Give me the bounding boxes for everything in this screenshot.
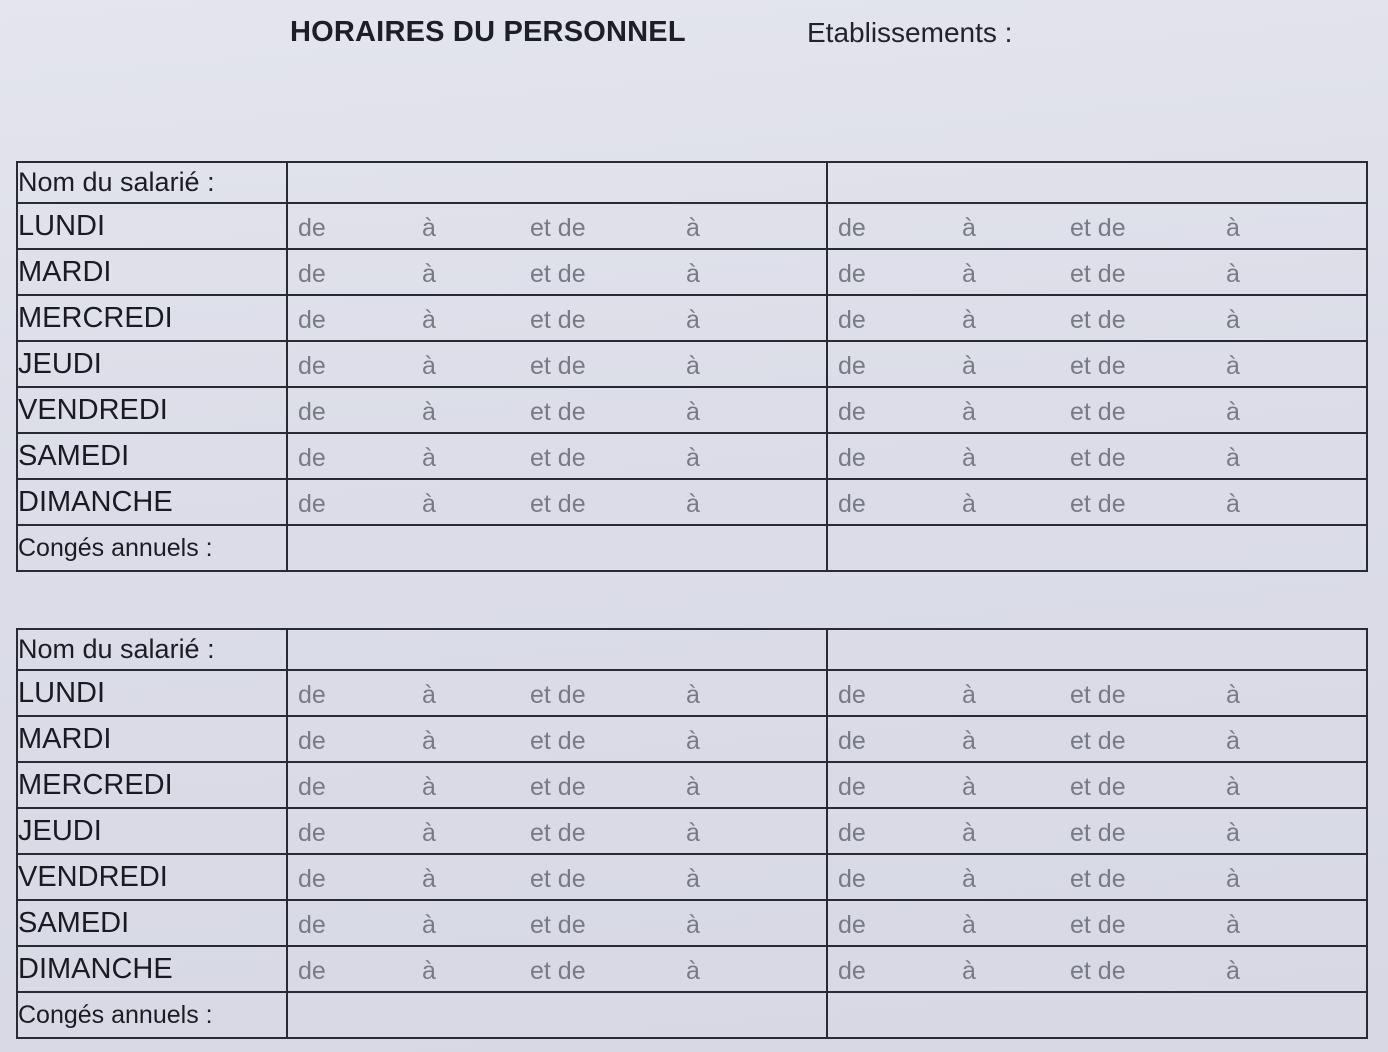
slot-from-label: de — [298, 490, 326, 518]
day-row — [17, 433, 1367, 479]
slot-to-label: à — [962, 727, 976, 755]
employee-name-row — [17, 629, 1367, 670]
slot-to-label-2: à — [1226, 957, 1240, 985]
slot-and-from-label: et de — [1070, 352, 1126, 380]
slot-to-label-2: à — [686, 306, 700, 334]
page-title: HORAIRES DU PERSONNEL — [290, 16, 686, 48]
schedule-table-1 — [16, 161, 1368, 572]
slot-from-label: de — [298, 306, 326, 334]
slot-from-label: de — [298, 727, 326, 755]
slot-to-label-2: à — [1226, 306, 1240, 334]
time-slot-left[interactable] — [287, 670, 827, 716]
slot-to-label: à — [962, 352, 976, 380]
slot-to-label-2: à — [1226, 681, 1240, 709]
slot-from-label: de — [298, 214, 326, 242]
annual-leave-field-right[interactable] — [827, 992, 1367, 1038]
slot-to-label: à — [422, 957, 436, 985]
day-label: SAMEDI — [17, 900, 287, 946]
slot-to-label: à — [962, 490, 976, 518]
slot-and-from-label: et de — [1070, 681, 1126, 709]
time-slot-right[interactable] — [827, 762, 1367, 808]
slot-to-label: à — [962, 306, 976, 334]
day-label: SAMEDI — [17, 433, 287, 479]
annual-leave-field-right[interactable] — [827, 525, 1367, 571]
time-slot-left[interactable] — [287, 479, 827, 525]
slot-and-from-label: et de — [1070, 957, 1126, 985]
slot-to-label: à — [422, 398, 436, 426]
slot-to-label-2: à — [686, 260, 700, 288]
slot-and-from-label: et de — [530, 444, 586, 472]
slot-and-from-label: et de — [530, 352, 586, 380]
day-row — [17, 946, 1367, 992]
slot-and-from-label: et de — [1070, 727, 1126, 755]
day-row — [17, 716, 1367, 762]
time-slot-left[interactable] — [287, 203, 827, 249]
time-slot-right[interactable] — [827, 946, 1367, 992]
slot-to-label: à — [962, 819, 976, 847]
day-row — [17, 295, 1367, 341]
slot-to-label-2: à — [686, 819, 700, 847]
slot-to-label-2: à — [1226, 819, 1240, 847]
time-slot-right[interactable] — [827, 808, 1367, 854]
slot-from-label: de — [298, 260, 326, 288]
day-row — [17, 387, 1367, 433]
slot-and-from-label: et de — [530, 727, 586, 755]
slot-to-label: à — [422, 819, 436, 847]
slot-to-label: à — [962, 260, 976, 288]
slot-from-label: de — [838, 490, 866, 518]
slot-to-label: à — [962, 214, 976, 242]
slot-from-label: de — [298, 352, 326, 380]
slot-and-from-label: et de — [1070, 398, 1126, 426]
employee-name-label: Nom du salarié : — [17, 629, 287, 670]
slot-and-from-label: et de — [1070, 911, 1126, 939]
employee-name-field-left[interactable] — [287, 629, 827, 670]
slot-from-label: de — [298, 681, 326, 709]
slot-from-label: de — [298, 957, 326, 985]
day-row — [17, 900, 1367, 946]
slot-and-from-label: et de — [530, 490, 586, 518]
employee-name-field-right[interactable] — [827, 162, 1367, 203]
slot-to-label: à — [422, 444, 436, 472]
time-slot-left[interactable] — [287, 762, 827, 808]
time-slot-right[interactable] — [827, 716, 1367, 762]
time-slot-left[interactable] — [287, 900, 827, 946]
slot-to-label-2: à — [1226, 727, 1240, 755]
day-row — [17, 341, 1367, 387]
time-slot-left[interactable] — [287, 808, 827, 854]
slot-and-from-label: et de — [1070, 306, 1126, 334]
slot-to-label: à — [422, 865, 436, 893]
day-row — [17, 854, 1367, 900]
time-slot-left[interactable] — [287, 387, 827, 433]
slot-from-label: de — [838, 681, 866, 709]
slot-and-from-label: et de — [530, 957, 586, 985]
time-slot-right[interactable] — [827, 341, 1367, 387]
slot-to-label-2: à — [1226, 352, 1240, 380]
slot-to-label: à — [422, 681, 436, 709]
employee-name-field-right[interactable] — [827, 629, 1367, 670]
employee-name-label: Nom du salarié : — [17, 162, 287, 203]
annual-leave-label: Congés annuels : — [17, 992, 287, 1038]
slot-from-label: de — [838, 444, 866, 472]
slot-to-label: à — [422, 773, 436, 801]
slot-to-label-2: à — [1226, 773, 1240, 801]
slot-to-label-2: à — [686, 490, 700, 518]
day-label: DIMANCHE — [17, 946, 287, 992]
day-row — [17, 479, 1367, 525]
slot-to-label-2: à — [686, 681, 700, 709]
slot-from-label: de — [298, 865, 326, 893]
day-label: MERCREDI — [17, 762, 287, 808]
employee-name-field-left[interactable] — [287, 162, 827, 203]
slot-to-label: à — [962, 681, 976, 709]
slot-to-label-2: à — [686, 214, 700, 242]
establishments-label: Etablissements : — [807, 17, 1013, 48]
slot-from-label: de — [838, 352, 866, 380]
slot-and-from-label: et de — [530, 681, 586, 709]
slot-from-label: de — [838, 865, 866, 893]
day-label: LUNDI — [17, 203, 287, 249]
day-label: VENDREDI — [17, 854, 287, 900]
day-label: MERCREDI — [17, 295, 287, 341]
schedule-table-2 — [16, 628, 1368, 1039]
slot-to-label: à — [422, 214, 436, 242]
annual-leave-row — [17, 525, 1367, 571]
slot-from-label: de — [298, 819, 326, 847]
time-slot-left[interactable] — [287, 249, 827, 295]
slot-and-from-label: et de — [530, 398, 586, 426]
slot-from-label: de — [838, 214, 866, 242]
slot-to-label-2: à — [686, 773, 700, 801]
time-slot-right[interactable] — [827, 479, 1367, 525]
time-slot-left[interactable] — [287, 716, 827, 762]
slot-and-from-label: et de — [530, 214, 586, 242]
slot-and-from-label: et de — [1070, 773, 1126, 801]
annual-leave-label: Congés annuels : — [17, 525, 287, 571]
time-slot-right[interactable] — [827, 295, 1367, 341]
slot-to-label-2: à — [686, 865, 700, 893]
slot-to-label: à — [422, 727, 436, 755]
slot-from-label: de — [298, 773, 326, 801]
slot-from-label: de — [298, 398, 326, 426]
slot-and-from-label: et de — [1070, 260, 1126, 288]
slot-from-label: de — [838, 306, 866, 334]
slot-to-label: à — [962, 865, 976, 893]
time-slot-right[interactable] — [827, 900, 1367, 946]
slot-and-from-label: et de — [530, 911, 586, 939]
slot-to-label-2: à — [686, 727, 700, 755]
page-header — [0, 14, 1388, 54]
day-label: LUNDI — [17, 670, 287, 716]
day-row — [17, 808, 1367, 854]
time-slot-left[interactable] — [287, 295, 827, 341]
slot-and-from-label: et de — [530, 306, 586, 334]
slot-to-label-2: à — [1226, 398, 1240, 426]
annual-leave-row — [17, 992, 1367, 1038]
slot-and-from-label: et de — [530, 260, 586, 288]
time-slot-right[interactable] — [827, 854, 1367, 900]
day-label: JEUDI — [17, 341, 287, 387]
day-row — [17, 762, 1367, 808]
slot-to-label-2: à — [1226, 444, 1240, 472]
slot-from-label: de — [838, 727, 866, 755]
time-slot-right[interactable] — [827, 433, 1367, 479]
slot-to-label: à — [962, 773, 976, 801]
slot-from-label: de — [838, 773, 866, 801]
employee-name-row — [17, 162, 1367, 203]
slot-and-from-label: et de — [1070, 490, 1126, 518]
day-row — [17, 670, 1367, 716]
annual-leave-field-left[interactable] — [287, 525, 827, 571]
slot-to-label-2: à — [1226, 865, 1240, 893]
slot-to-label-2: à — [1226, 490, 1240, 518]
time-slot-right[interactable] — [827, 203, 1367, 249]
slot-to-label-2: à — [1226, 214, 1240, 242]
day-label: DIMANCHE — [17, 479, 287, 525]
time-slot-right[interactable] — [827, 670, 1367, 716]
slot-and-from-label: et de — [530, 773, 586, 801]
slot-from-label: de — [838, 260, 866, 288]
slot-and-from-label: et de — [1070, 865, 1126, 893]
slot-to-label: à — [422, 306, 436, 334]
day-label: MARDI — [17, 249, 287, 295]
slot-to-label: à — [962, 398, 976, 426]
slot-from-label: de — [838, 957, 866, 985]
slot-to-label-2: à — [686, 444, 700, 472]
slot-from-label: de — [298, 444, 326, 472]
slot-to-label-2: à — [1226, 911, 1240, 939]
slot-to-label: à — [422, 490, 436, 518]
slot-and-from-label: et de — [1070, 214, 1126, 242]
day-label: JEUDI — [17, 808, 287, 854]
slot-to-label: à — [422, 260, 436, 288]
slot-from-label: de — [838, 819, 866, 847]
slot-to-label: à — [962, 444, 976, 472]
day-row — [17, 249, 1367, 295]
slot-from-label: de — [838, 398, 866, 426]
annual-leave-field-left[interactable] — [287, 992, 827, 1038]
slot-to-label: à — [422, 911, 436, 939]
day-label: MARDI — [17, 716, 287, 762]
slot-and-from-label: et de — [1070, 819, 1126, 847]
time-slot-left[interactable] — [287, 433, 827, 479]
day-label: VENDREDI — [17, 387, 287, 433]
slot-to-label: à — [422, 352, 436, 380]
time-slot-left[interactable] — [287, 854, 827, 900]
slot-to-label-2: à — [686, 398, 700, 426]
slot-to-label-2: à — [686, 911, 700, 939]
slot-to-label-2: à — [686, 957, 700, 985]
slot-to-label: à — [962, 911, 976, 939]
slot-from-label: de — [838, 911, 866, 939]
day-row — [17, 203, 1367, 249]
time-slot-left[interactable] — [287, 946, 827, 992]
time-slot-right[interactable] — [827, 249, 1367, 295]
time-slot-right[interactable] — [827, 387, 1367, 433]
slot-to-label-2: à — [1226, 260, 1240, 288]
slot-to-label-2: à — [686, 352, 700, 380]
slot-and-from-label: et de — [530, 865, 586, 893]
slot-and-from-label: et de — [1070, 444, 1126, 472]
slot-and-from-label: et de — [530, 819, 586, 847]
slot-from-label: de — [298, 911, 326, 939]
time-slot-left[interactable] — [287, 341, 827, 387]
slot-to-label: à — [962, 957, 976, 985]
